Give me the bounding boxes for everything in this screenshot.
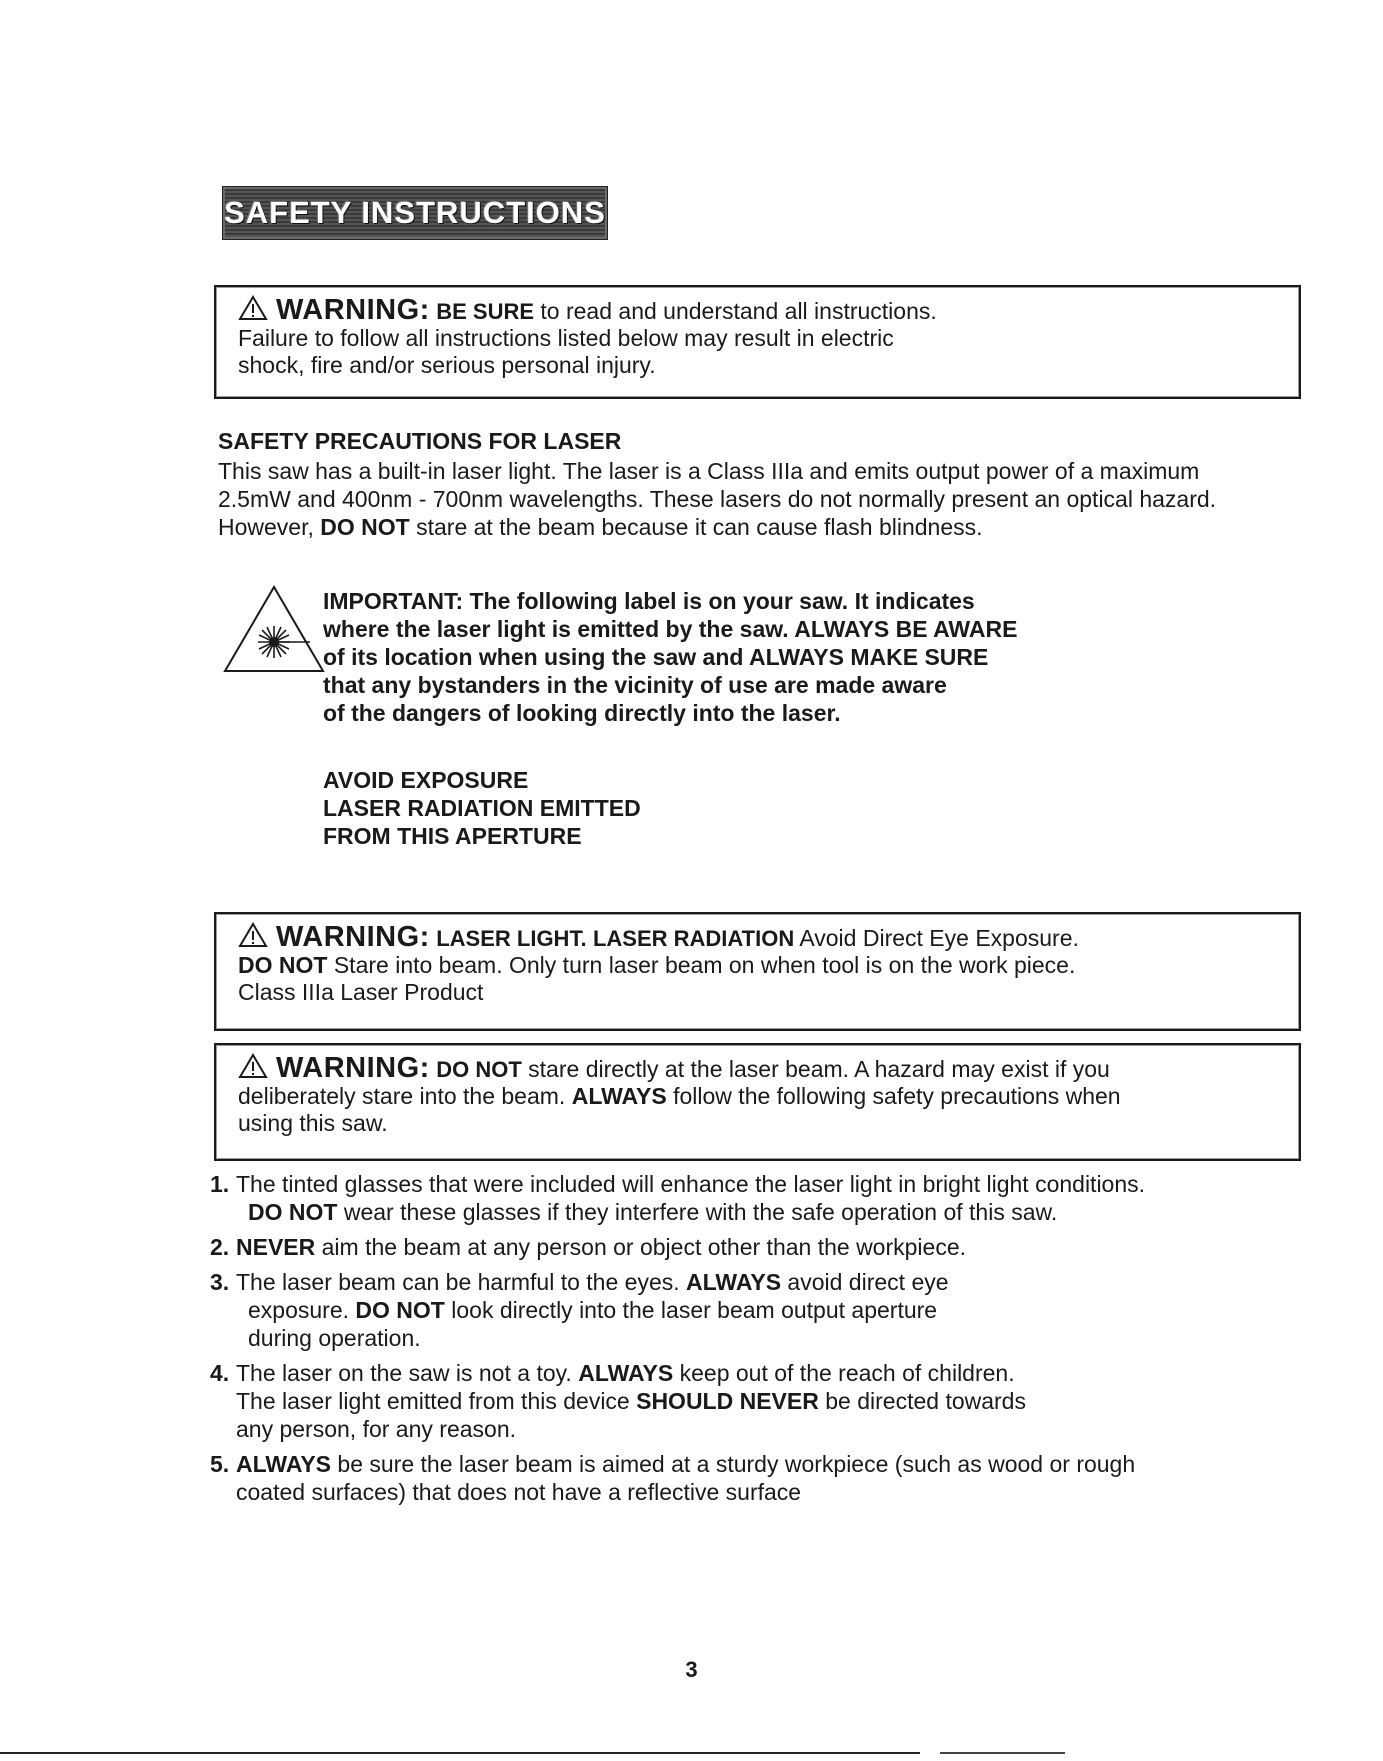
text-span: follow the following safety precautions when	[666, 1083, 1121, 1109]
aperture-label	[323, 766, 823, 850]
text-span: wear these glasses if they interfere with the safe operation of this saw.	[337, 1199, 1058, 1225]
list-line: during operation.	[248, 1325, 421, 1351]
text-span: deliberately stare into the beam.	[238, 1083, 572, 1109]
list-item	[210, 1268, 1320, 1352]
list-line	[236, 1198, 1320, 1226]
notice-line: where the laser light is emitted by the saw. ALWAYS BE AWARE	[323, 616, 1018, 642]
text-span: be directed towards	[818, 1388, 1026, 1414]
notice-line: that any bystanders in the vicinity of use are made aware	[323, 672, 947, 698]
warning-lead: LASER RADIATION	[592, 926, 795, 951]
paragraph-line: 2.5mW and 400nm - 700nm wavelengths. These lasers do not normally present an optical hazard.	[218, 486, 1217, 512]
warning-lead: BE SURE	[436, 299, 535, 324]
header-banner	[222, 186, 608, 240]
warning-label: WARNING:	[276, 294, 430, 326]
laser-paragraph	[218, 457, 1328, 541]
list-number: 4.	[210, 1360, 230, 1386]
warning-box-laser-light	[214, 912, 1301, 1031]
text-span-bold: ALWAYS	[571, 1083, 667, 1109]
text-span-bold: DO NOT	[248, 1199, 338, 1225]
notice-line: of the dangers of looking directly into the laser.	[323, 700, 841, 726]
notice-line: of its location when using the saw and ALWAYS MAKE SURE	[323, 644, 989, 670]
text-span: The laser beam can be harmful to the eyes.	[236, 1269, 687, 1295]
list-line	[236, 1359, 1320, 1387]
label-line: LASER RADIATION EMITTED	[323, 795, 641, 821]
list-line	[236, 1296, 1320, 1324]
warning-box-do-not-stare	[214, 1043, 1301, 1161]
warning-triangle-icon	[238, 295, 268, 321]
warning-line	[238, 1083, 1275, 1110]
warning-triangle-icon	[238, 922, 268, 948]
notice-line: IMPORTANT: The following label is on your saw. It indicates	[323, 588, 975, 614]
page-title: SAFETY INSTRUCTIONS	[224, 195, 606, 230]
text-span: However,	[218, 514, 321, 540]
warning-lead: LASER LIGHT.	[436, 926, 587, 951]
text-span-bold: ALWAYS	[578, 1360, 674, 1386]
important-notice	[323, 587, 1223, 727]
list-number: 2.	[210, 1234, 230, 1260]
label-line: AVOID EXPOSURE	[323, 767, 529, 793]
list-item	[210, 1233, 1320, 1261]
text-span: avoid direct eye	[781, 1269, 949, 1295]
text-span-bold: SHOULD NEVER	[636, 1388, 819, 1414]
list-number: 3.	[210, 1269, 230, 1295]
list-line: The tinted glasses that were included will enhance the laser light in bright light conditions.	[236, 1171, 1146, 1197]
text-span: stare at the beam because it can cause flash blindness.	[409, 514, 983, 540]
warning-box-read-instructions	[214, 285, 1301, 399]
page-number: 3	[685, 1657, 698, 1682]
text-span: aim the beam at any person or object other than the workpiece.	[315, 1234, 967, 1260]
list-item	[210, 1450, 1320, 1506]
section-title-laser: SAFETY PRECAUTIONS FOR LASER	[218, 428, 622, 454]
list-line	[236, 1387, 1320, 1415]
laser-safety-rules-list	[210, 1170, 1320, 1513]
bottom-divider	[0, 1752, 920, 1754]
list-item	[210, 1170, 1320, 1226]
text-span: keep out of the reach of children.	[673, 1360, 1015, 1386]
text-span-bold: ALWAYS	[236, 1451, 332, 1477]
text-span: look directly into the laser beam output aperture	[444, 1297, 938, 1323]
warning-line: Failure to follow all instructions listed below may result in electric	[238, 325, 894, 351]
warning-lead: DO NOT	[436, 1057, 522, 1082]
list-line: any person, for any reason.	[236, 1416, 516, 1442]
text-span: be sure the laser beam is aimed at a sturdy workpiece (such as wood or rough	[331, 1451, 1136, 1477]
warning-text: to read and understand all instructions.	[534, 298, 937, 324]
text-span-bold: DO NOT	[320, 514, 410, 540]
text-span: The laser on the saw is not a toy.	[236, 1360, 579, 1386]
text-span-bold: DO NOT	[355, 1297, 445, 1323]
text-span-bold: DO NOT	[238, 952, 328, 978]
warning-triangle-icon	[238, 1053, 268, 1079]
warning-line: shock, fire and/or serious personal injury.	[238, 352, 656, 378]
warning-line	[238, 952, 1275, 979]
warning-label: WARNING:	[276, 921, 430, 953]
text-span-bold: NEVER	[236, 1234, 316, 1260]
list-number: 5.	[210, 1451, 230, 1477]
paragraph-line	[218, 513, 1328, 541]
warning-line: Class IIIa Laser Product	[238, 979, 484, 1005]
list-line: coated surfaces) that does not have a reflective surface	[236, 1479, 802, 1505]
list-line	[236, 1233, 1320, 1261]
label-line: FROM THIS APERTURE	[323, 823, 582, 849]
list-number: 1.	[210, 1171, 230, 1197]
bottom-divider	[940, 1752, 1065, 1754]
text-span: Stare into beam. Only turn laser beam on when tool is on the work piece.	[327, 952, 1076, 978]
paragraph-line: This saw has a built-in laser light. The laser is a Class IIIa and emits output power of a maximum	[218, 458, 1200, 484]
warning-line: using this saw.	[238, 1110, 388, 1136]
laser-hazard-icon	[222, 584, 326, 674]
warning-text: Avoid Direct Eye Exposure.	[794, 925, 1079, 951]
warning-label: WARNING:	[276, 1052, 430, 1084]
text-span-bold: ALWAYS	[686, 1269, 782, 1295]
warning-text: stare directly at the laser beam. A hazard may exist if you	[521, 1056, 1110, 1082]
list-line	[236, 1450, 1320, 1478]
text-span: exposure.	[248, 1297, 356, 1323]
text-span: The laser light emitted from this device	[236, 1388, 637, 1414]
list-item	[210, 1359, 1320, 1443]
list-line	[236, 1268, 1320, 1296]
